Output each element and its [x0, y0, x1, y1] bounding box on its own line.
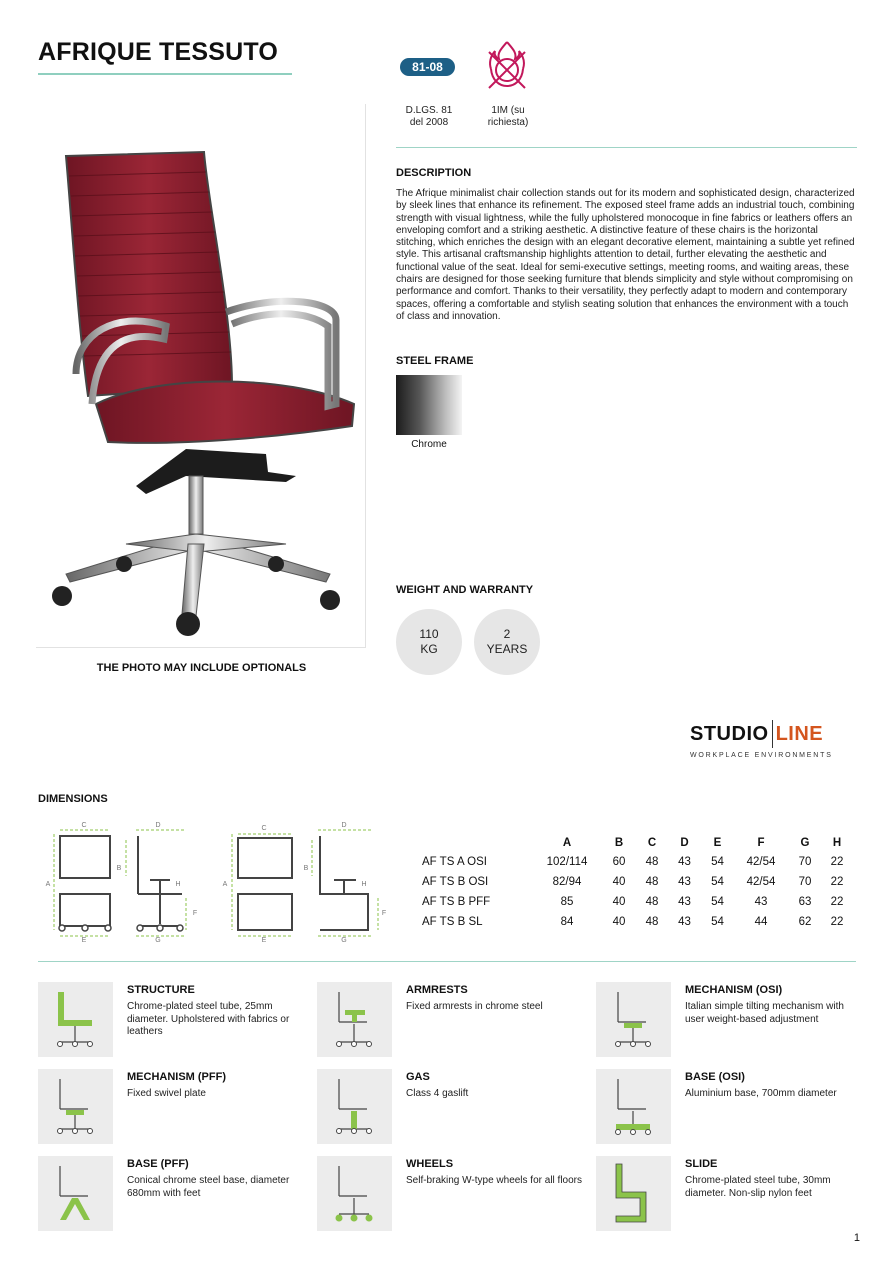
brand-name-right: LINE [775, 722, 824, 745]
weight-value: 110 [419, 627, 439, 641]
feature-base-osi [596, 1069, 866, 1145]
feature-title: ARMRESTS [406, 984, 468, 996]
cell-c: 48 [645, 916, 659, 928]
warranty-badge [474, 609, 540, 675]
description-heading: DESCRIPTION [396, 167, 472, 179]
feature-title: MECHANISM (OSI) [685, 984, 783, 996]
brand-logo [690, 720, 833, 759]
feature-desc: Chrome-plated steel tube, 30mm diameter. Non-slip nylon feet [685, 1175, 831, 1199]
photo-note: THE PHOTO MAY INCLUDE OPTIONALS [96, 662, 307, 674]
header-col-d: D [680, 837, 689, 849]
chrome-swatch [396, 375, 462, 435]
dim-label-b2: B [303, 865, 309, 872]
page-title: AFRIQUE TESSUTO [38, 38, 279, 66]
feature-desc: Conical chrome steel base, diameter 680mm with feet [127, 1175, 290, 1199]
dimension-diagrams [38, 818, 388, 948]
divider [396, 147, 857, 148]
warranty-value: 2 [503, 627, 511, 641]
weight-warranty-heading: WEIGHT AND WARRANTY [396, 584, 534, 596]
cert-caption-fire: 1IM (su richiesta) [487, 105, 529, 128]
divider [38, 961, 856, 962]
dim-label-h: H [175, 881, 181, 888]
product-photo [36, 104, 366, 648]
row-code: AF TS B SL [422, 916, 483, 928]
warranty-unit: YEARS [486, 642, 528, 656]
dimensions-table [422, 834, 852, 932]
brand-tagline: WORKPLACE ENVIRONMENTS [690, 752, 833, 759]
cell-f: 42/54 [746, 876, 776, 888]
cell-d: 43 [678, 856, 691, 868]
slide-icon [596, 1156, 671, 1231]
feature-title: BASE (PFF) [127, 1158, 189, 1170]
header-col-a: A [562, 837, 572, 849]
dim-label-c: C [81, 822, 87, 829]
mechanism-pff-icon [38, 1069, 113, 1144]
dim-label-e2: E [261, 937, 267, 944]
dim-label-a2: A [222, 881, 228, 888]
cell-h: 22 [830, 916, 844, 928]
feature-desc: Class 4 gaslift [406, 1088, 469, 1099]
cell-f: 42/54 [746, 856, 776, 868]
cert-caption-dlgs: D.LGS. 81 del 2008 [405, 105, 453, 128]
dimensions-heading: DIMENSIONS [38, 793, 108, 805]
table-row [422, 852, 852, 872]
feature-slide [596, 1156, 866, 1232]
cell-c: 48 [645, 896, 659, 908]
cell-a: 85 [560, 896, 574, 908]
table-header-row [422, 834, 852, 852]
dim-label-f: F [192, 910, 198, 917]
feature-title: MECHANISM (PFF) [127, 1071, 226, 1083]
cell-e: 54 [711, 896, 724, 908]
dim-label-f2: F [381, 910, 387, 917]
feature-base-pff [38, 1156, 308, 1232]
page-number: 1 [853, 1232, 860, 1244]
gas-icon [317, 1069, 392, 1144]
cell-e: 54 [711, 876, 724, 888]
base-osi-icon [596, 1069, 671, 1144]
feature-desc: Chrome-plated steel tube, 25mm diameter. Upholstered with fabrics or leathers [127, 1001, 290, 1037]
header-col-g: G [800, 837, 810, 849]
dim-label-a: A [45, 881, 51, 888]
cell-g: 70 [798, 876, 812, 888]
dim-label-g: G [155, 937, 161, 944]
dim-label-d: D [155, 822, 161, 829]
brand-name-left: STUDIO [690, 722, 769, 745]
cell-a: 82/94 [552, 876, 582, 888]
feature-title: BASE (OSI) [685, 1071, 745, 1083]
feature-title: STRUCTURE [127, 984, 195, 996]
cell-h: 22 [830, 896, 844, 908]
header-col-f: F [757, 837, 765, 849]
cell-c: 48 [645, 856, 659, 868]
structure-icon [38, 982, 113, 1057]
chair-image [36, 104, 366, 648]
feature-title: GAS [406, 1071, 430, 1083]
table-row [422, 912, 852, 932]
dim-label-d2: D [341, 822, 347, 829]
cell-h: 22 [830, 876, 844, 888]
feature-title: WHEELS [406, 1158, 454, 1170]
fire-class-icon [484, 38, 530, 90]
cell-d: 43 [678, 916, 691, 928]
feature-mechanism-pff [38, 1069, 308, 1145]
feature-desc: Fixed armrests in chrome steel [406, 1001, 543, 1012]
title-underline [38, 73, 292, 75]
dim-label-h2: H [361, 881, 367, 888]
feature-gas [317, 1069, 587, 1145]
cell-a: 102/114 [546, 856, 588, 868]
cell-f: 43 [754, 896, 768, 908]
feature-armrests [317, 982, 587, 1058]
cell-b: 40 [612, 876, 626, 888]
table-row [422, 892, 852, 912]
cell-b: 40 [612, 916, 626, 928]
feature-desc: Self-braking W-type wheels for all floors [406, 1175, 582, 1186]
wheels-icon [317, 1156, 392, 1231]
cell-b: 40 [612, 896, 626, 908]
cell-a: 84 [560, 916, 574, 928]
steel-frame-heading: STEEL FRAME [396, 355, 474, 367]
feature-desc: Italian simple tilting mechanism with user weight-based adjustment [685, 1001, 844, 1025]
dim-label-b: B [116, 865, 122, 872]
cell-f: 44 [754, 916, 768, 928]
cell-h: 22 [830, 856, 844, 868]
cell-d: 43 [678, 876, 691, 888]
feature-structure [38, 982, 308, 1058]
feature-title: SLIDE [685, 1158, 718, 1170]
cell-g: 63 [798, 896, 812, 908]
header-col-e: E [713, 837, 722, 849]
feature-wheels [317, 1156, 587, 1232]
cell-e: 54 [711, 916, 724, 928]
header-col-c: C [647, 837, 657, 849]
dim-label-g2: G [341, 937, 347, 944]
cell-g: 62 [798, 916, 812, 928]
armrests-icon [317, 982, 392, 1057]
cell-d: 43 [678, 896, 691, 908]
cell-e: 54 [711, 856, 724, 868]
row-code: AF TS B OSI [422, 876, 489, 888]
feature-desc: Aluminium base, 700mm diameter [685, 1088, 837, 1099]
base-pff-icon [38, 1156, 113, 1231]
swatch-label: Chrome [411, 439, 447, 450]
header-col-b: B [614, 837, 624, 849]
dim-label-e: E [81, 937, 87, 944]
weight-badge [396, 609, 462, 675]
row-code: AF TS A OSI [422, 856, 487, 868]
feature-mechanism-osi [596, 982, 866, 1058]
cell-g: 70 [798, 856, 812, 868]
mechanism-osi-icon [596, 982, 671, 1057]
badge-81-08: 81-08 [400, 58, 455, 76]
header-code [422, 834, 532, 852]
cell-c: 48 [645, 876, 659, 888]
weight-unit: KG [420, 642, 438, 656]
feature-desc: Fixed swivel plate [127, 1088, 206, 1099]
brand-divider [772, 720, 773, 748]
header-col-h: H [832, 837, 842, 849]
table-row [422, 872, 852, 892]
cell-b: 60 [612, 856, 626, 868]
dim-label-c2: C [261, 825, 267, 832]
description-text: The Afrique minimalist chair collection stands out for its modern and sophisticated design, characterized by sleek lines that enhance its refinement. The exposed steel frame adds an industrial touch, combining strength with visual lightness, while the fully upholstered monocoque in fine fabrics or leathers offers an enveloping comfort and a striking aesthetic. A distinctive feature of these chairs is the horizontal stitching, which enriches the design with an elegant decorative element, maintaining a subtle yet refined style. This artisanal craftsmanship highlights attention to detail, further elevating the aesthetic and functional value of the seat. Ideal for semi-executive settings, meeting rooms, and waiting areas, these chairs are designed for those seeking furniture that blends simplicity and style without compromising on performance and comfort. Thanks to their versatility, they perfectly adapt to modern and contemporary spaces, offering a comfortable and stylish seating solution that enhances the environment with a touch of class and innovation. [396, 188, 855, 322]
row-code: AF TS B PFF [422, 896, 491, 908]
